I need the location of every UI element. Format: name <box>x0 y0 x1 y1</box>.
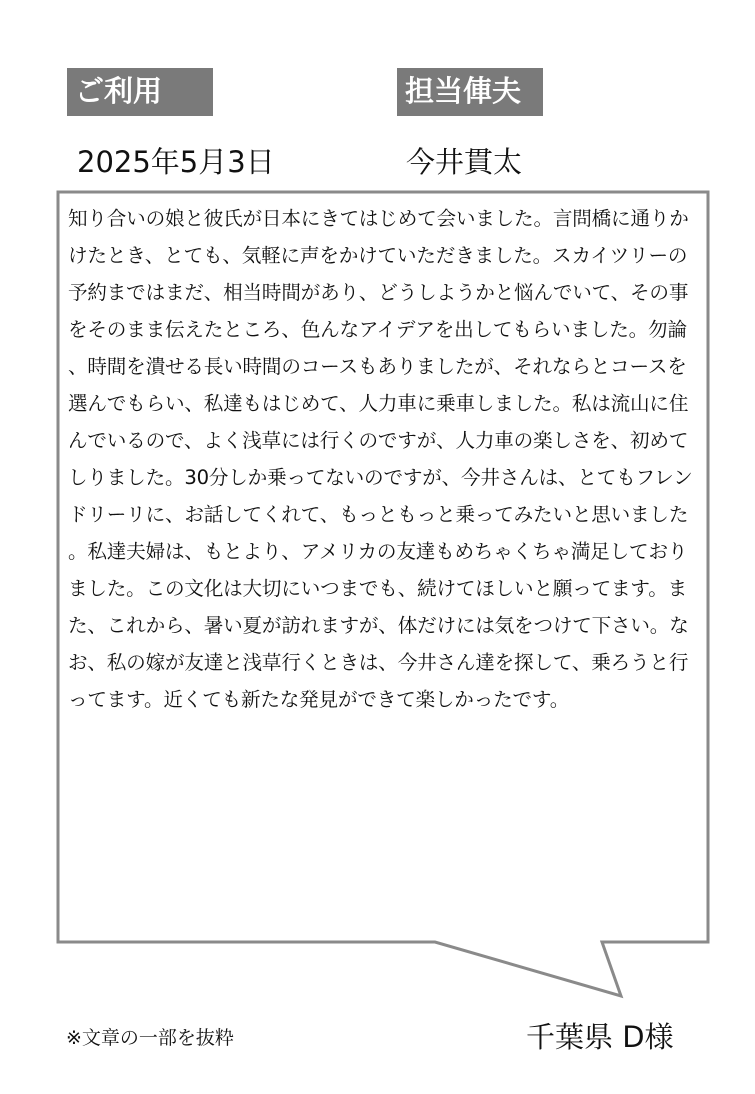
customer-name: 千葉県 D様 <box>526 1020 674 1054</box>
review-text: 知り合いの娘と彼氏が日本にきてはじめて会いました。言問橋に通りかけたとき、とても、気軽に声をかけていただきました。スカイツリーの予約まではまだ、相当時間があり、どうしようかと悩んでいて、その事をそのまま伝えたところ、色んなアイデアを出してもらいました。勿論、時間を潰せる長い時間のコースもありましたが、それならとコースを選んでもらい、私達もはじめて、人力車に乗車しました。私は流山に住んでいるので、よく浅草には行くのですが、人力車の楽しさを、初めてしりました。30分しか乗ってないのですが、今井さんは、とてもフレンドリーリに、お話してくれて、もっともっと乗ってみたいと思いました。私達夫婦は、もとより、アメリカの友達もめちゃくちゃ満足しておりました。この文化は大切にいつまでも、続けてほしいと願ってます。また、これから、暑い夏が訪れますが、体だけには気をつけて下さい。なお、私の嫁が友達と浅草行くときは、今井さん達を探して、乗ろうと行ってます。近くても新たな発見ができて楽しかったです。 <box>68 207 693 711</box>
staff-label: 担当俥夫 <box>397 68 543 116</box>
staff-name: 今井貫太 <box>406 145 523 179</box>
excerpt-note: ※文章の一部を抜粋 <box>66 1027 234 1049</box>
usage-label: ご利用 <box>67 68 213 116</box>
usage-date: 2025年5月3日 <box>77 145 275 179</box>
